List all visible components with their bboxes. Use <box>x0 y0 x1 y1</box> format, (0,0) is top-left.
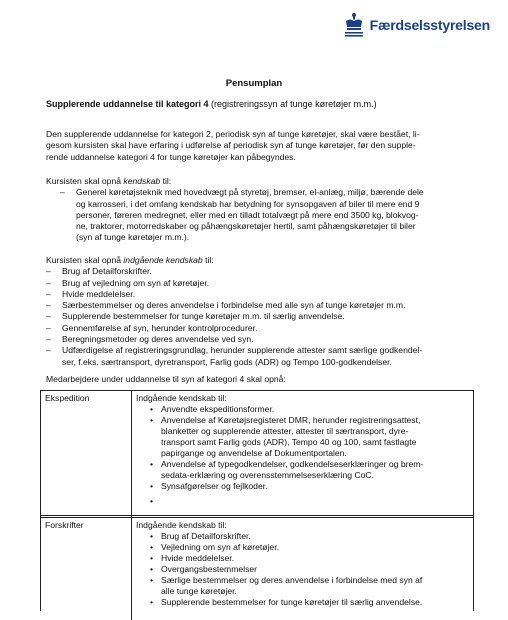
text-line: transport samt Farlig gods (ADR), Tempo 40 og 100, samt fastlagte <box>161 437 417 447</box>
medarbejdere-text: Medarbejdere under uddannelse til syn af kategori 4 skal opnå: <box>46 374 286 384</box>
text-line: • Brug af Detailforskrifter. <box>161 531 251 541</box>
list-item <box>150 496 470 507</box>
indgaaende-section <box>46 255 466 368</box>
text-line: ser, f.eks. særtransport, dyretransport, Farlig gods (ADR) og Tempo 100-godkendelser. <box>62 356 392 367</box>
row-lead: Indgående kendskab til: <box>136 520 227 530</box>
row-content <box>131 391 474 517</box>
logo-text: Færdselsstyrelsen <box>369 17 490 33</box>
subtitle <box>46 99 377 109</box>
text-line: – Generel køretøjsteknik med hovedvægt på styretøj, bremser, el-anlæg, miljø, bærende dele <box>76 187 424 198</box>
list-item: – Supplerende bestemmelser for tunge køretøjer m.m. til særlig anvendelse. <box>46 311 466 322</box>
row-lead: Indgående kendskab til: <box>136 393 227 403</box>
indgaaende-list <box>46 266 466 368</box>
lead-text: Kursisten skal opnå <box>46 176 124 186</box>
table-row <box>41 391 473 516</box>
text-line: • Hvide meddelelser. <box>161 553 235 563</box>
text-line: (syn af tunge køretøjer m.m.). <box>76 232 190 243</box>
requirements-table <box>40 390 474 611</box>
section-lead <box>46 255 466 266</box>
text-line <box>161 496 470 507</box>
text-line: • Anvendte ekspeditionsformer. <box>161 404 275 414</box>
list-item: – Hvide meddelelser. <box>46 289 466 300</box>
list-item: – Brug af Detailforskrifter. <box>46 266 466 277</box>
lead-text-end: til: <box>202 255 214 265</box>
text-line: • Supplerende bestemmelser for tunge køretøjer til særlig anvendelse. <box>161 597 423 607</box>
list-item <box>46 345 466 368</box>
lead-text-end: til: <box>160 176 172 186</box>
text-line: papirgange og anvendelse af Dokumentportalen. <box>161 448 347 458</box>
page-title: Pensumplan <box>225 78 283 89</box>
list-item: – Særbestemmelser og deres anvendelse i forbindelse med alle syn af tunge køretøjer m.m. <box>46 300 466 311</box>
subtitle-rest: (registreringssyn af tunge køretøjer m.m.) <box>208 99 377 109</box>
row-label: Forskrifter <box>45 520 84 530</box>
text-line: • Anvendelse af typegodkendelser, godkendelseserklæringer og brem- <box>161 459 424 469</box>
list-item <box>150 553 470 564</box>
text-line: • Overgangsbestemmelser <box>161 564 258 574</box>
text-line: • Synsafgørelser og fejlkoder. <box>161 481 268 491</box>
logo <box>342 12 490 38</box>
list-item: – Gennemførelse af syn, herunder kontrolprocedurer. <box>46 323 466 334</box>
text-line: sedata-erklæring og overensstemmelseserklæring CoC. <box>161 470 375 480</box>
text-line: blanketter og supplerende attester, attester til særtransport, dyre- <box>161 426 409 436</box>
text-line: personer, føreren medregnet, eller med en tilladt totalvægt på mere end 3500 kg, blokvog- <box>76 209 419 220</box>
text-line: og karrosseri, i det omfang kendskab har betydning for synsopgaven af biler til mere end 9 <box>76 198 420 209</box>
row-label: Ekspedition <box>45 393 90 403</box>
list-item <box>150 597 470 608</box>
list-item <box>150 564 470 575</box>
section-lead <box>46 176 466 187</box>
text-line: gesom kursisten skal have erfaring i udførelse af periodisk syn af tunge køretøjer, før den supple- <box>46 140 416 151</box>
bullet-list <box>150 404 470 507</box>
list-item <box>150 415 470 459</box>
list-item <box>150 481 470 492</box>
text-line: alle tunge køretøjer. <box>161 586 237 596</box>
text-line: ne, traktorer, motorredskaber og påhængskøretøjer hertil, samt påhængskøretøjer til biler <box>76 221 416 232</box>
table-row <box>41 517 473 618</box>
subtitle-bold: Supplerende uddannelse til kategori 4 <box>46 99 209 109</box>
list-item <box>150 575 470 597</box>
list-item <box>150 542 470 553</box>
text-line: • Anvendelse af Køretøjsregisteret DMR, herunder registreringsattest, <box>161 415 421 425</box>
crown-icon <box>342 12 366 38</box>
list-item <box>46 187 466 243</box>
list-item <box>150 531 470 542</box>
list-item: – Brug af vejledning om syn af køretøjer. <box>46 278 466 289</box>
kendskab-section <box>46 176 466 244</box>
intro-paragraph <box>46 129 466 163</box>
lead-emphasis: indgående kendskab <box>123 255 203 265</box>
text-line: Den supplerende uddannelse for kategori 2, periodisk syn af tunge køretøjer, skal være bestået, li- <box>46 129 420 139</box>
lead-emphasis: kendskab <box>123 176 161 186</box>
bullet-list <box>150 531 470 608</box>
text-line: • Vejledning om syn af køretøjer. <box>161 542 279 552</box>
kendskab-list <box>46 187 466 243</box>
list-item: – Beregningsmetoder og deres anvendelse ved syn. <box>46 334 466 345</box>
text-line: rende uddannelse kategori 4 for tunge køretøjer kan påbegyndes. <box>46 151 296 162</box>
list-item <box>150 404 470 415</box>
list-item <box>150 459 470 481</box>
lead-text: Kursisten skal opnå <box>46 255 124 265</box>
text-line: – Udfærdigelse af registreringsgrundlag, herunder supplerende attester samt særlige godkendel- <box>62 345 423 356</box>
text-line: • Særlige bestemmelser og deres anvendelse i forbindelse med syn af <box>161 575 423 585</box>
